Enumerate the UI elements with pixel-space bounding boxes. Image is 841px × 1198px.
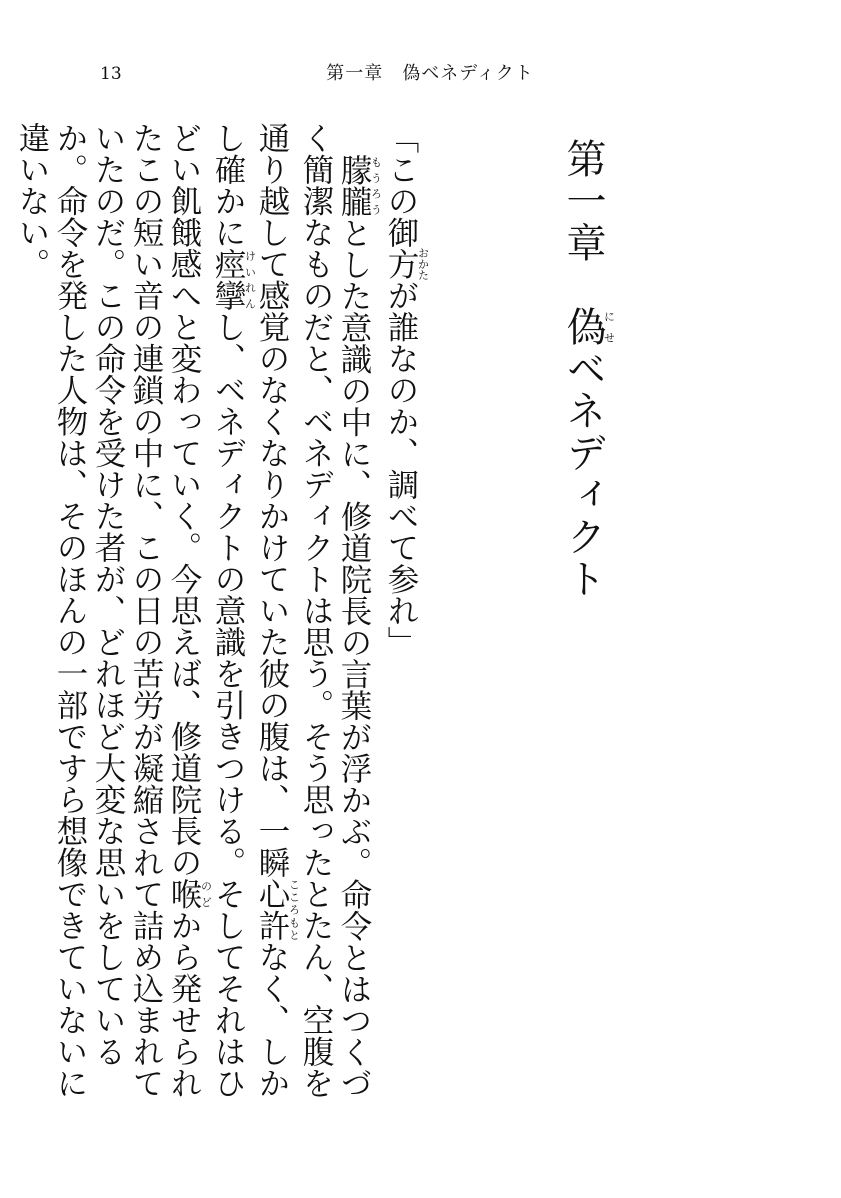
ruby-annotation: 喉のど: [166, 878, 213, 910]
text-run: が誰なのか、調べて参れ」: [383, 279, 419, 658]
chapter-title-rest: ベネディクト: [560, 348, 606, 600]
page-number: 13: [100, 64, 122, 84]
running-header: 第一章 偽ベネディクト: [326, 63, 534, 84]
ruby-annotation: 痙攣けいれん: [210, 248, 257, 311]
paragraph: [13, 122, 382, 1112]
ruby-annotation: 朦朧もうろう: [336, 153, 383, 217]
text-run: なく、しかし確かに: [210, 122, 290, 1099]
chapter-title-ruby: 偽にせ: [560, 306, 616, 348]
text-run: とした意識の中に、修道院長の言葉が浮かぶ。命令とはつくづく簡潔なものだと、ベネディクトは思う。そう思ったとたん、空腹を通り越して感覚のなくなりかけていた彼の腹は、一瞬: [254, 122, 372, 1099]
ruby-annotation: 方おかた: [383, 247, 430, 281]
chapter-title: [555, 138, 616, 600]
text-run: から発せられたこの短い音の連鎖の中に、この日の苦労が凝縮されて詰め込まれていたのだ。この命令を受けた者が、どれほど大変な思いをしているか。命令を発した人物は、そのほんの一部ですら想像できていないに違いない。: [14, 122, 202, 1099]
text-run: 「この御: [383, 122, 419, 248]
text-run: し、ベネディクトの意識を引きつける。そしてそれはひどい飢餓感へと変わっていく。今思えば、修道院長の: [166, 122, 246, 1099]
paragraph: [382, 122, 429, 1112]
ruby-annotation: 心許こころもと: [254, 878, 301, 941]
chapter-title-prefix: 第一章: [560, 138, 606, 306]
body-text: [14, 122, 430, 1112]
